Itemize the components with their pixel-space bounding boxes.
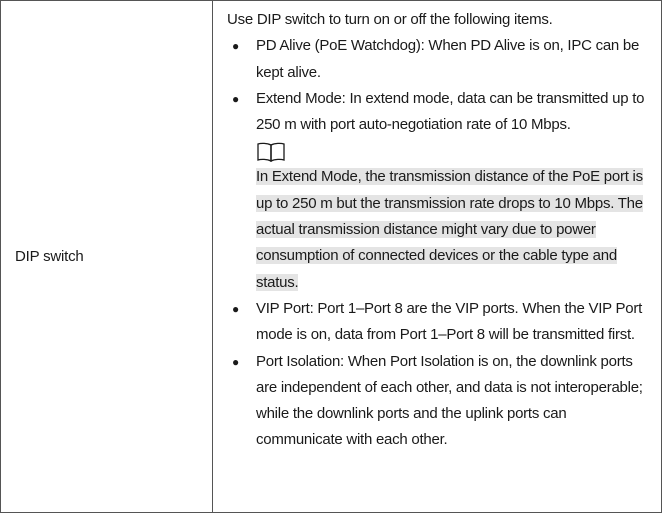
description-cell — [213, 1, 661, 512]
bullet-icon: ● — [232, 91, 239, 106]
list-item-port-isolation — [227, 349, 653, 454]
row-label-cell — [1, 1, 213, 512]
item-text: Port Isolation: When Port Isolation is on, the downlink ports are independent of each other, and data is not interoperable; while the downlink ports and the uplink ports can communicate with each other. — [256, 352, 643, 449]
bullet-icon: ● — [232, 39, 239, 54]
intro-text: Use DIP switch to turn on or off the following items. — [227, 11, 553, 28]
feature-list — [227, 33, 653, 453]
item-text: Extend Mode: In extend mode, data can be transmitted up to 250 m with port auto-negotiation rate of 10 Mbps. — [256, 89, 645, 134]
list-item-extend-mode — [227, 86, 653, 296]
bullet-icon: ● — [232, 354, 239, 369]
bullet-icon: ● — [232, 301, 239, 316]
list-item-vip-port — [227, 296, 653, 349]
item-text: VIP Port: Port 1–Port 8 are the VIP ports. When the VIP Port mode is on, data from Port 1–Port 8 will be transmitted first. — [256, 299, 643, 344]
row-label: DIP switch — [15, 248, 84, 265]
note-text: In Extend Mode, the transmission distance of the PoE port is up to 250 m but the transmission rate drops to 10 Mbps. The actual transmission distance might vary due to power consumption of connected devices or the cable type and status. — [256, 168, 643, 291]
book-note-icon — [256, 142, 286, 162]
list-item-pd-alive — [227, 33, 653, 86]
note-block — [256, 138, 653, 295]
item-text: PD Alive (PoE Watchdog): When PD Alive is on, IPC can be kept alive. — [256, 37, 640, 81]
